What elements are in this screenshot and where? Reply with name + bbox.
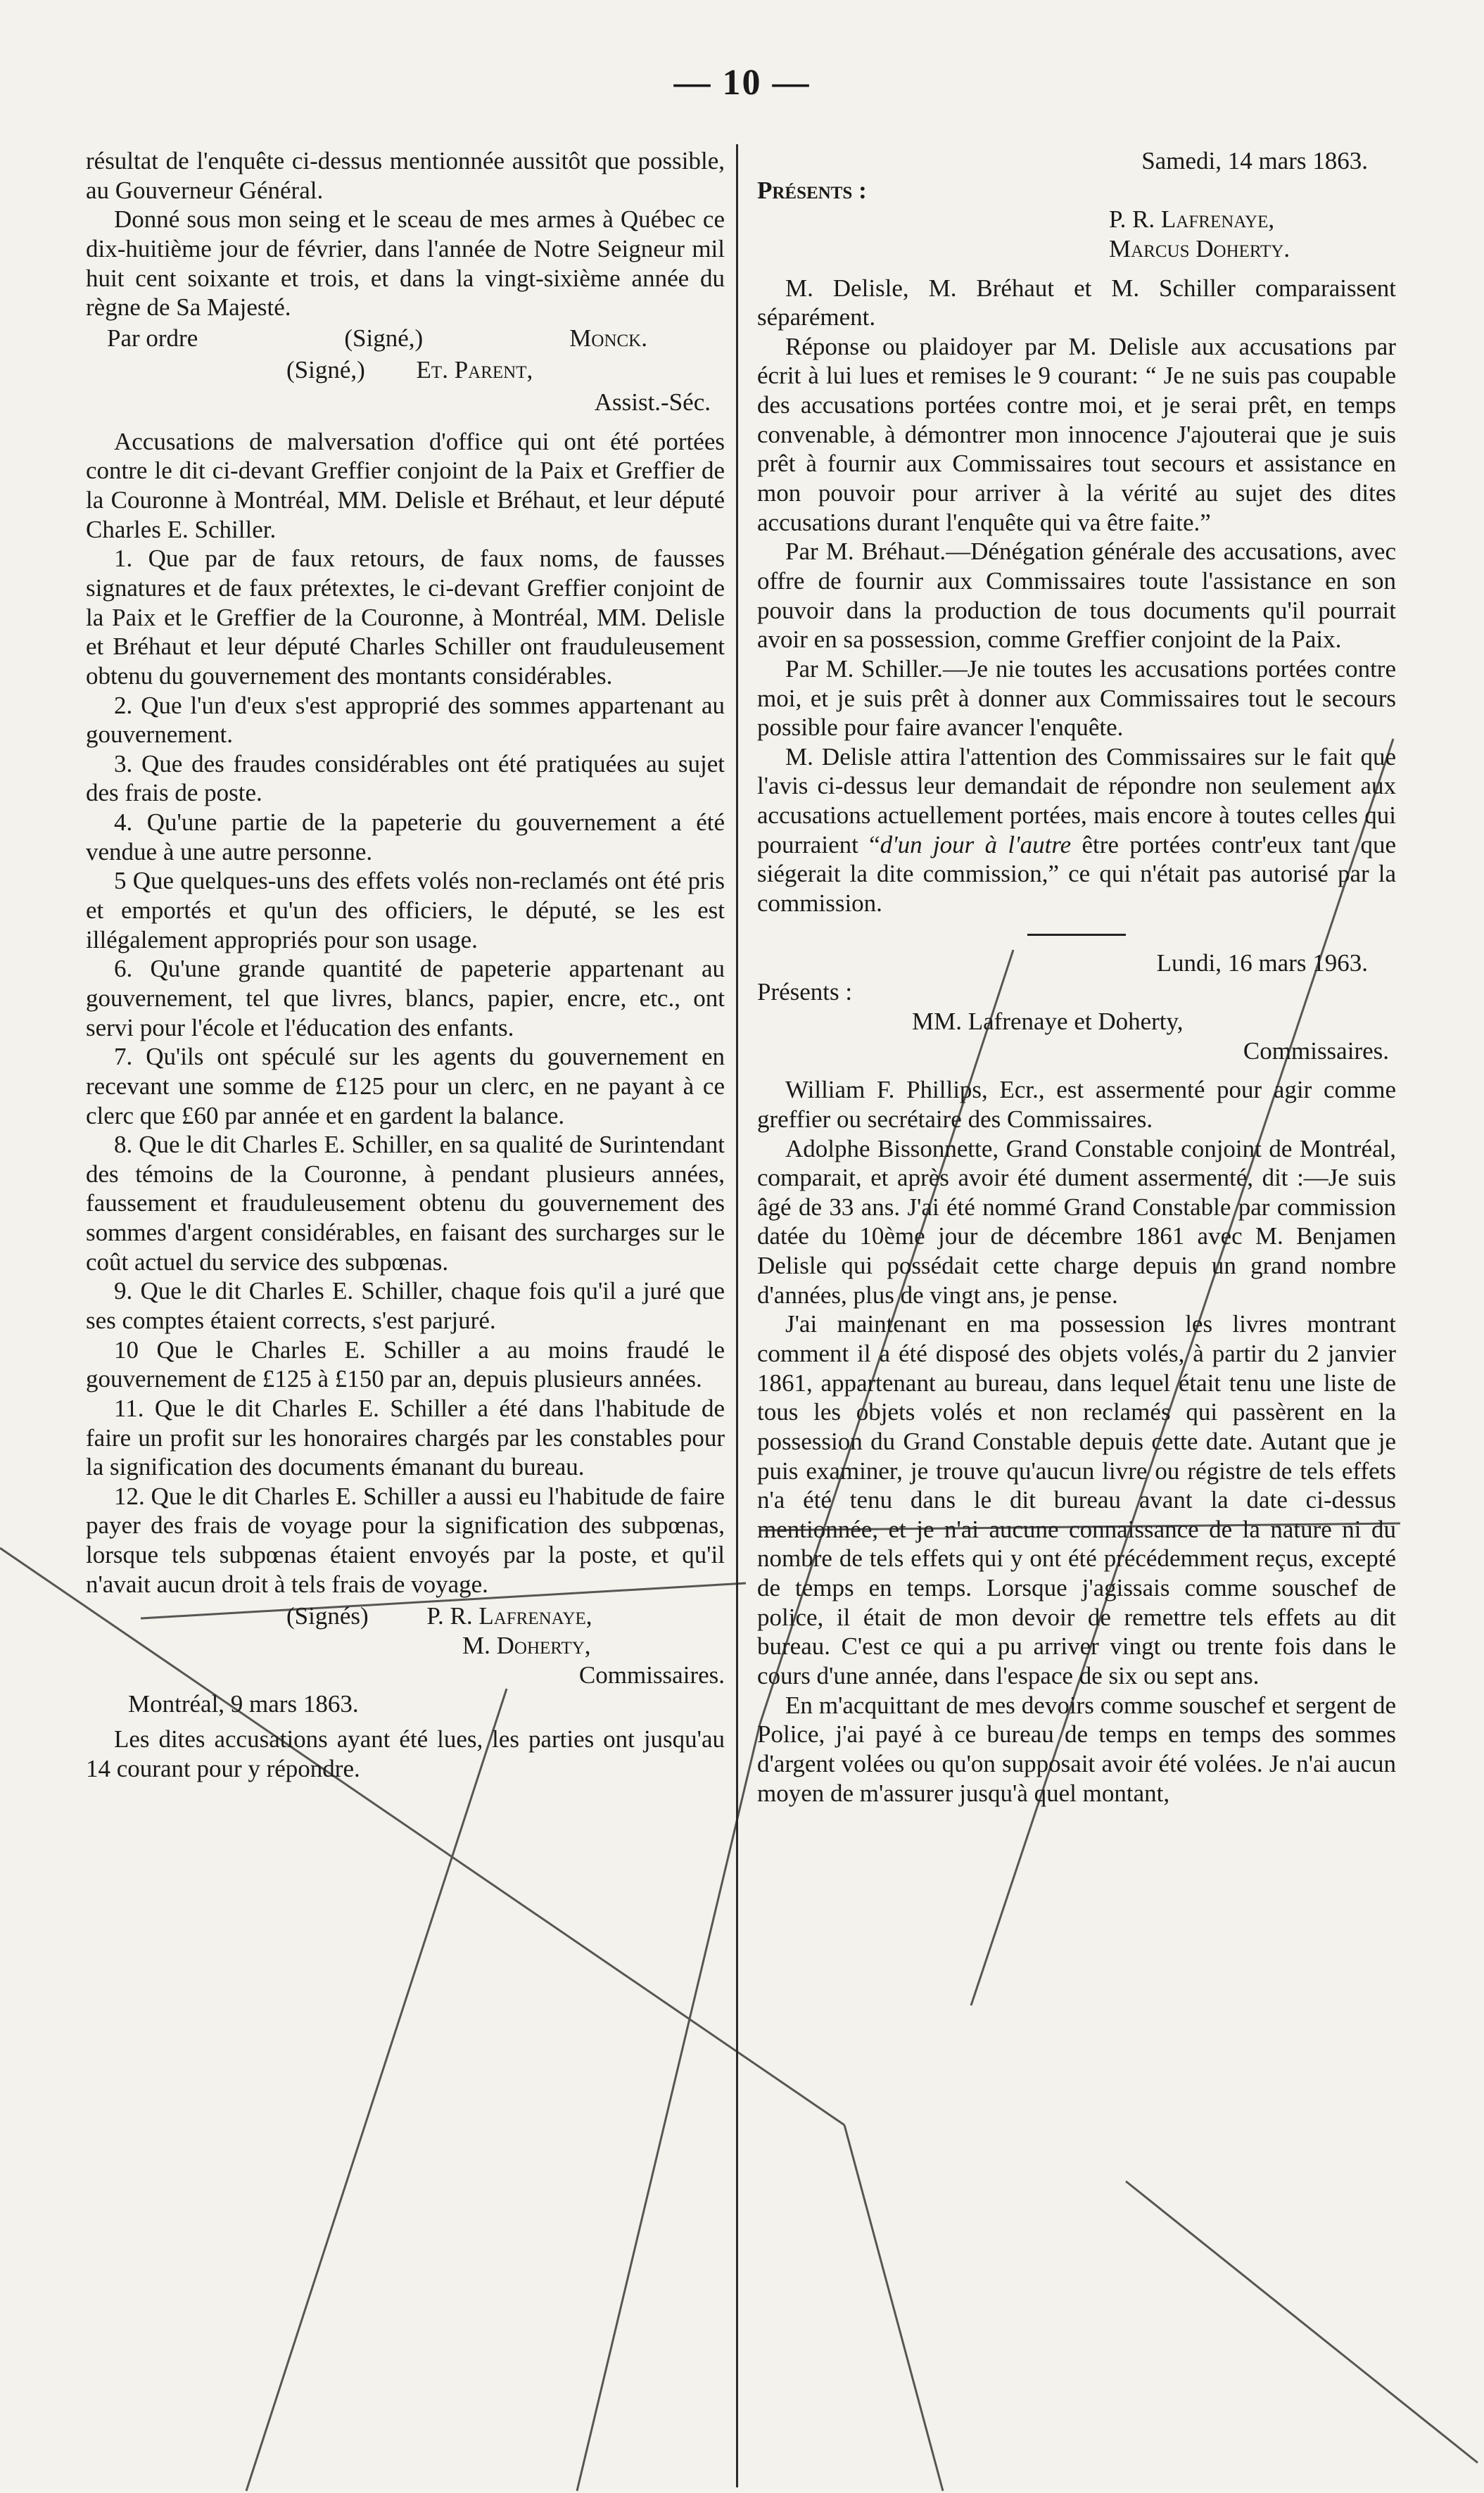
- accusation-item: 8. Que le dit Charles E. Schiller, en sa qualité de Surintendant des témoins de la Couronne, à pendant plusieurs années, faussement et frauduleusement obtenu du gouvernement des sommes d'argent considérables, en faisant des surcharges sur le coût actuel du service des subpœnas.: [86, 1131, 725, 1276]
- signature-monck: Monck.: [569, 324, 647, 352]
- italic-phrase: d'un jour à l'autre: [880, 830, 1072, 858]
- signature-lafrenaye: P. R. Lafrenaye,: [426, 1602, 592, 1630]
- paragraph: J'ai maintenant en ma possession les livres montrant comment il a été disposé des objets volés, à partir du 2 janvier 1861, appartenant au bureau, dans lequel était tenu une liste de tous les objets volés et non reclamés qui passèrent en la possession du Grand Constable depuis cette date. Autant que je puis examiner, je trouve qu'aucun livre ou régistre de tels effets n'a été tenu dans le dit bureau avant la date ci-dessus mentionnée, et je n'ai aucune connaissance de la nature ni du nombre de tels effets qui y ont été précédemment reçus, excepté de temps en temps. Lorsque j'agissais comme souschef de police, il était de mon devoir de remettre tels effets au dit bureau. C'est ce qui a pu arriver vingt ou trente fois dans le cours d'une année, dans l'espace de six ou sept ans.: [757, 1310, 1396, 1690]
- accusation-item: 12. Que le dit Charles E. Schiller a aussi eu l'habitude de faire payer des frais de voyage pour la signification des subpœnas, lorsque tels subpœnas étaient envoyés par la poste, et qu'il n'avait aucun droit à tels frais de voyage.: [86, 1482, 725, 1598]
- paragraph: Réponse ou plaidoyer par M. Delisle aux accusations par écrit à lui lues et remises le 9 courant: “ Je ne suis pas coupable des accusations portées contre moi, et je serai prêt, en temps convenable, à démontrer mon innocence J'ajouterai que je suis prêt à fournir aux Commissaires tout secours et assistance en mon pouvoir pour arriver à la vérité au sujet des dites accusations durant l'enquête qui va être faite.”: [757, 332, 1396, 536]
- column-divider: [736, 144, 738, 2487]
- commissioners-signature: [86, 1601, 725, 1631]
- accusation-item: 4. Qu'une partie de la papeterie du gouvernement a été vendue à une autre personne.: [86, 808, 725, 865]
- commissioners-title: Commissaires.: [578, 1661, 725, 1689]
- text-run: M. Delisle attira l'attention des Commissaires sur le fait que l'avis ci-dessus leur demandait de répondre non seulement aux accusations actuellement portées, mais encore à toutes celles qui pourraient “: [757, 742, 1396, 858]
- accusation-item: 3. Que des fraudes considérables ont été pratiquées au sujet des frais de poste.: [86, 749, 725, 807]
- text-run: être portées contr'eux tant que siégerait la dite commission,” ce qui n'était pas autorisé par la commission.: [757, 830, 1396, 918]
- paragraph: Les dites accusations ayant été lues, les parties ont jusqu'au 14 courant pour y répondre.: [86, 1725, 725, 1782]
- paragraph: En m'acquittant de mes devoirs comme souschef et sergent de Police, j'ai payé à ce bureau de temps en temps des sommes d'argent volées ou qu'on supposait avoir été volées. Je n'ai aucun moyen de m'assurer jusqu'à quel montant,: [757, 1691, 1396, 1807]
- accusation-item: 7. Qu'ils ont spéculé sur les agents du gouvernement en recevant une somme de £125 pour un clerc, en ne payant à ce clerc que £60 par année et en gardent la balance.: [86, 1043, 725, 1129]
- session-date: Lundi, 16 mars 1963.: [1156, 949, 1368, 977]
- signed-label: (Signé,): [344, 324, 424, 352]
- paragraph: William F. Phillips, Ecr., est assermenté pour agir comme greffier ou secrétaire des Commissaires.: [757, 1076, 1396, 1133]
- paragraph: Par M. Schiller.—Je nie toutes les accusations portées contre moi, et je suis prêt à donner aux Commissaires tout le secours possible pour faire avancer l'enquête.: [757, 654, 1396, 742]
- accusation-item: 1. Que par de faux retours, de faux noms, de fausses signatures et de faux prétextes, le ci-devant Greffier conjoint de la Paix et le Greffier de la Couronne, à Montréal, MM. Delisle et Bréhaut et leur député Charles Schiller ont frauduleusement obtenu du gouvernement des montants considérables.: [86, 545, 725, 690]
- paragraph: Par M. Bréhaut.—Dénégation générale des accusations, avec offre de fournir aux Commissaires toute l'assistance en son pouvoir dans la production de tous documents qu'il pourrait avoir en sa possession, comme Greffier conjoint de la Paix.: [757, 538, 1396, 654]
- presents-heading: Présents :: [757, 176, 867, 204]
- signed-label: (Signé,): [286, 356, 365, 384]
- diagonal-stroke: [246, 1689, 507, 2491]
- accusation-item: 10 Que le Charles E. Schiller a au moins fraudé le gouvernement de £125 à £150 par an, depuis plusieurs années.: [86, 1336, 725, 1393]
- present-member: P. R. Lafrenaye,: [1109, 205, 1275, 234]
- page-number: — 10 —: [673, 63, 811, 103]
- paragraph: Adolphe Bissonnette, Grand Constable conjoint de Montréal, comparait, et après avoir été dument assermenté, dit :—Je suis âgé de 33 ans. J'ai été nommé Grand Constable par commission datée du 10ème jour de décembre 1861 avec M. Benjamen Delisle qui possédait cette charge depuis un grand nombre d'années, plus de vingt ans, je pense.: [757, 1134, 1396, 1309]
- place-date: Montréal, 9 mars 1863.: [128, 1690, 359, 1718]
- paragraph: résultat de l'enquête ci-dessus mentionnée aussitôt que possible, au Gouverneur Général.: [86, 147, 725, 204]
- paragraph: [757, 742, 1396, 918]
- accusation-item: 2. Que l'un d'eux s'est approprié des sommes appartenant au gouvernement.: [86, 691, 725, 749]
- signature-doherty: M. Doherty,: [462, 1632, 591, 1660]
- session-date: Samedi, 14 mars 1863.: [1141, 147, 1368, 175]
- section-rule: [1027, 934, 1126, 936]
- paragraph: Donné sous mon seing et le sceau de mes armes à Québec ce dix-huitième jour de février, dans l'année de Notre Seigneur mil huit cent soixante et trois, et dans la vingt-sixième année du règne de Sa Majesté.: [86, 205, 725, 322]
- diagonal-stroke: [1126, 2181, 1478, 2463]
- signed-label: (Signés): [286, 1602, 369, 1630]
- paragraph-accusations-intro: Accusations de malversation d'office qui ont été portées contre le dit ci-devant Greffier conjoint de la Paix et Greffier de la Couronne à Montréal, MM. Delisle et Bréhaut, et leur député Charles E. Schiller.: [86, 427, 725, 543]
- signature-parent: Et. Parent,: [416, 356, 533, 384]
- diagonal-stroke: [577, 1724, 760, 2491]
- present-members: MM. Lafrenaye et Doherty,: [912, 1007, 1184, 1035]
- accusation-item: 6. Qu'une grande quantité de papeterie appartenant au gouvernement, tel que livres, blancs, papier, encre, etc., ont servi pour l'école et l'éducation des enfants.: [86, 955, 725, 1041]
- present-member: Marcus Doherty.: [1109, 234, 1290, 262]
- right-column: [757, 146, 1396, 1808]
- parent-line: [86, 355, 725, 385]
- accusation-item: 5 Que quelques-uns des effets volés non-reclamés ont été pris et emportés et qu'un des officiers, le député, se les est illégalement appropriés pour son usage.: [86, 867, 725, 953]
- paragraph: M. Delisle, M. Bréhaut et M. Schiller comparaissent séparément.: [757, 274, 1396, 331]
- commissioners-title: Commissaires.: [1243, 1036, 1389, 1065]
- order-label: Par ordre: [107, 324, 198, 352]
- left-column: [86, 146, 725, 1783]
- diagonal-stroke: [844, 2125, 943, 2491]
- order-line: [86, 324, 725, 353]
- presents-heading: Présents :: [757, 978, 853, 1006]
- accusation-item: 11. Que le dit Charles E. Schiller a été dans l'habitude de faire un profit sur les honoraires chargés par les constables pour la signification des documents émanant du bureau.: [86, 1394, 725, 1481]
- assist-title: Assist.-Séc.: [594, 388, 711, 417]
- accusation-item: 9. Que le dit Charles E. Schiller, chaque fois qu'il a juré que ses comptes étaient corrects, s'est parjuré.: [86, 1277, 725, 1334]
